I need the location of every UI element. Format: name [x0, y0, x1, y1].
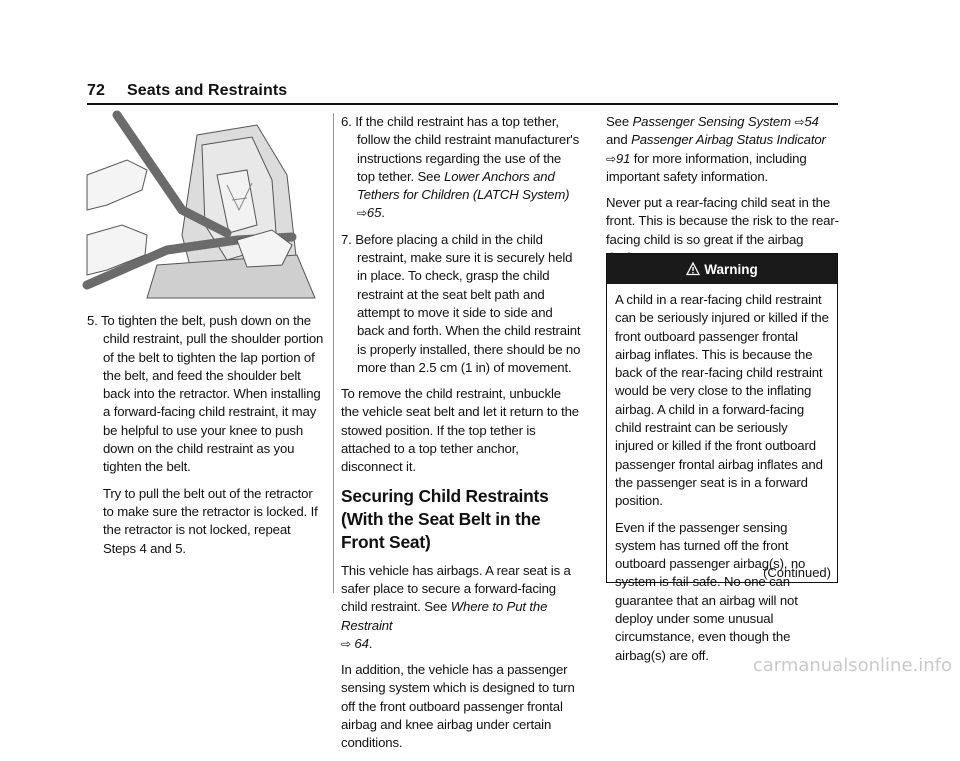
header-rule — [87, 103, 838, 105]
middle-column — [341, 113, 581, 761]
indicator-link[interactable]: Passenger Airbag Status Indicator — [631, 132, 826, 148]
warning-box — [606, 253, 838, 663]
xref-arrow-icon: ⇨ — [341, 636, 351, 651]
child-seat-drawing — [87, 115, 317, 298]
see-paragraph — [606, 113, 840, 186]
step-6-number: 6. — [341, 114, 352, 129]
latch-page[interactable]: 65 — [366, 205, 382, 221]
warning-triangle-icon — [686, 262, 700, 276]
step-6: 6. If the child restraint has a top tether, follow the child restraint manufacturer's instructions regarding the use of the top tether. See Lower Anchors and Tethers for Children (LATCH System) ⇨65. — [341, 114, 580, 221]
child-seat-illustration — [87, 115, 317, 298]
indicator-page[interactable]: 91 — [615, 150, 631, 166]
see-word: See — [606, 114, 630, 129]
continued-label: (Continued) — [763, 565, 831, 580]
step-7 — [341, 231, 581, 377]
page-number: 72 — [87, 82, 105, 99]
and-word: and — [606, 132, 628, 148]
page-header — [87, 82, 287, 100]
xref-arrow-icon: ⇨ — [794, 115, 805, 129]
never-paragraph: Never put a rear-facing child seat in the front. This is because the risk to the rear-facing child is so great if the airbag — [606, 195, 839, 247]
step-5-number: 5. — [87, 313, 98, 328]
restraint-link[interactable]: Where to Put the Restraint — [341, 599, 548, 633]
xref-arrow-icon: ⇨ — [606, 151, 616, 166]
step-5 — [87, 312, 325, 477]
step-5-followup: Try to pull the belt out of the retractor to make sure the retractor is locked. If the retractor is not locked, repeat Steps 4 and 5. — [103, 485, 318, 556]
column-divider — [333, 113, 334, 593]
airbags-text: This vehicle has airbags. A rear seat is a safer place to secure a forward-facing child restraint. See — [341, 562, 571, 615]
left-column — [87, 312, 325, 566]
sensing-link[interactable]: Passenger Sensing System — [632, 114, 791, 129]
watermark: carmanualsonline.info — [752, 655, 952, 676]
step-7-text: Before placing a child in the child restraint, make sure it is securely held in place. To check, grasp the child restraint at the seat belt path and attempt to move it side to side and back and forth. When the child restraint is properly installed, there should be no more than 2.5 cm (1 in) of movement. — [355, 231, 581, 375]
warning-header — [607, 254, 837, 284]
after-links-text: for more information, including important safety information. — [606, 150, 807, 184]
airbags-paragraph: This vehicle has airbags. A rear seat is a safer place to secure a forward-facing child restraint. See Where to Put the Restraint ⇨ 64. — [341, 562, 571, 651]
restraint-page[interactable]: 64 — [354, 635, 369, 651]
warning-paragraph-1: A child in a rear-facing child restraint can be seriously injured or killed if the front outboard passenger frontal airbag inflates. This is because the back of the rear-facing child restraint would be very close to the inflating airbag. A child in a forward-facing child restraint can be seriously injured or killed if the front outboard passenger frontal airbag inflates and the passenger seat is in a forward position. — [615, 292, 829, 509]
section-heading: Securing Child Restraints (With the Seat Belt in the Front Seat) — [341, 485, 549, 552]
right-column — [606, 113, 840, 275]
warning-body — [607, 284, 837, 665]
latch-link[interactable]: Lower Anchors and Tethers for Children (LATCH System) — [357, 168, 570, 203]
warning-title: Warning — [704, 261, 758, 277]
warning-paragraph-2: Even if the passenger sensing system has turned off the front outboard passenger airbag(s), no system is fail-safe. No one can guarantee that an airbag will not deploy under some unusual circumstance, even though the airbag(s) are off. — [615, 519, 806, 663]
step-6-text: If the child restraint has a top tether, follow the child restraint manufacturer's instructions regarding the use of the top tether. See — [355, 114, 580, 184]
xref-arrow-icon: ⇨ — [357, 206, 367, 221]
sensing-page[interactable]: 54 — [804, 114, 819, 129]
sensing-paragraph: In addition, the vehicle has a passenger sensing system which is designed to turn off the front outboard passenger frontal airbag and knee airbag under certain conditions. — [341, 662, 575, 751]
step-7-number: 7. — [341, 231, 352, 247]
section-title: Seats and Restraints — [127, 82, 288, 99]
remove-paragraph: To remove the child restraint, unbuckle the vehicle seat belt and let it return to the stowed position. If the top tether is attached to a top tether anchor, disconnect it. — [341, 386, 579, 475]
step-5-text: To tighten the belt, push down on the child restraint, pull the shoulder portion of the belt to tighten the lap portion of the belt, and feed the shoulder belt back into the retractor. When installing a forward-facing child restraint, it may be helpful to use your knee to push down on the child restraint as you tighten the belt. — [100, 313, 324, 475]
